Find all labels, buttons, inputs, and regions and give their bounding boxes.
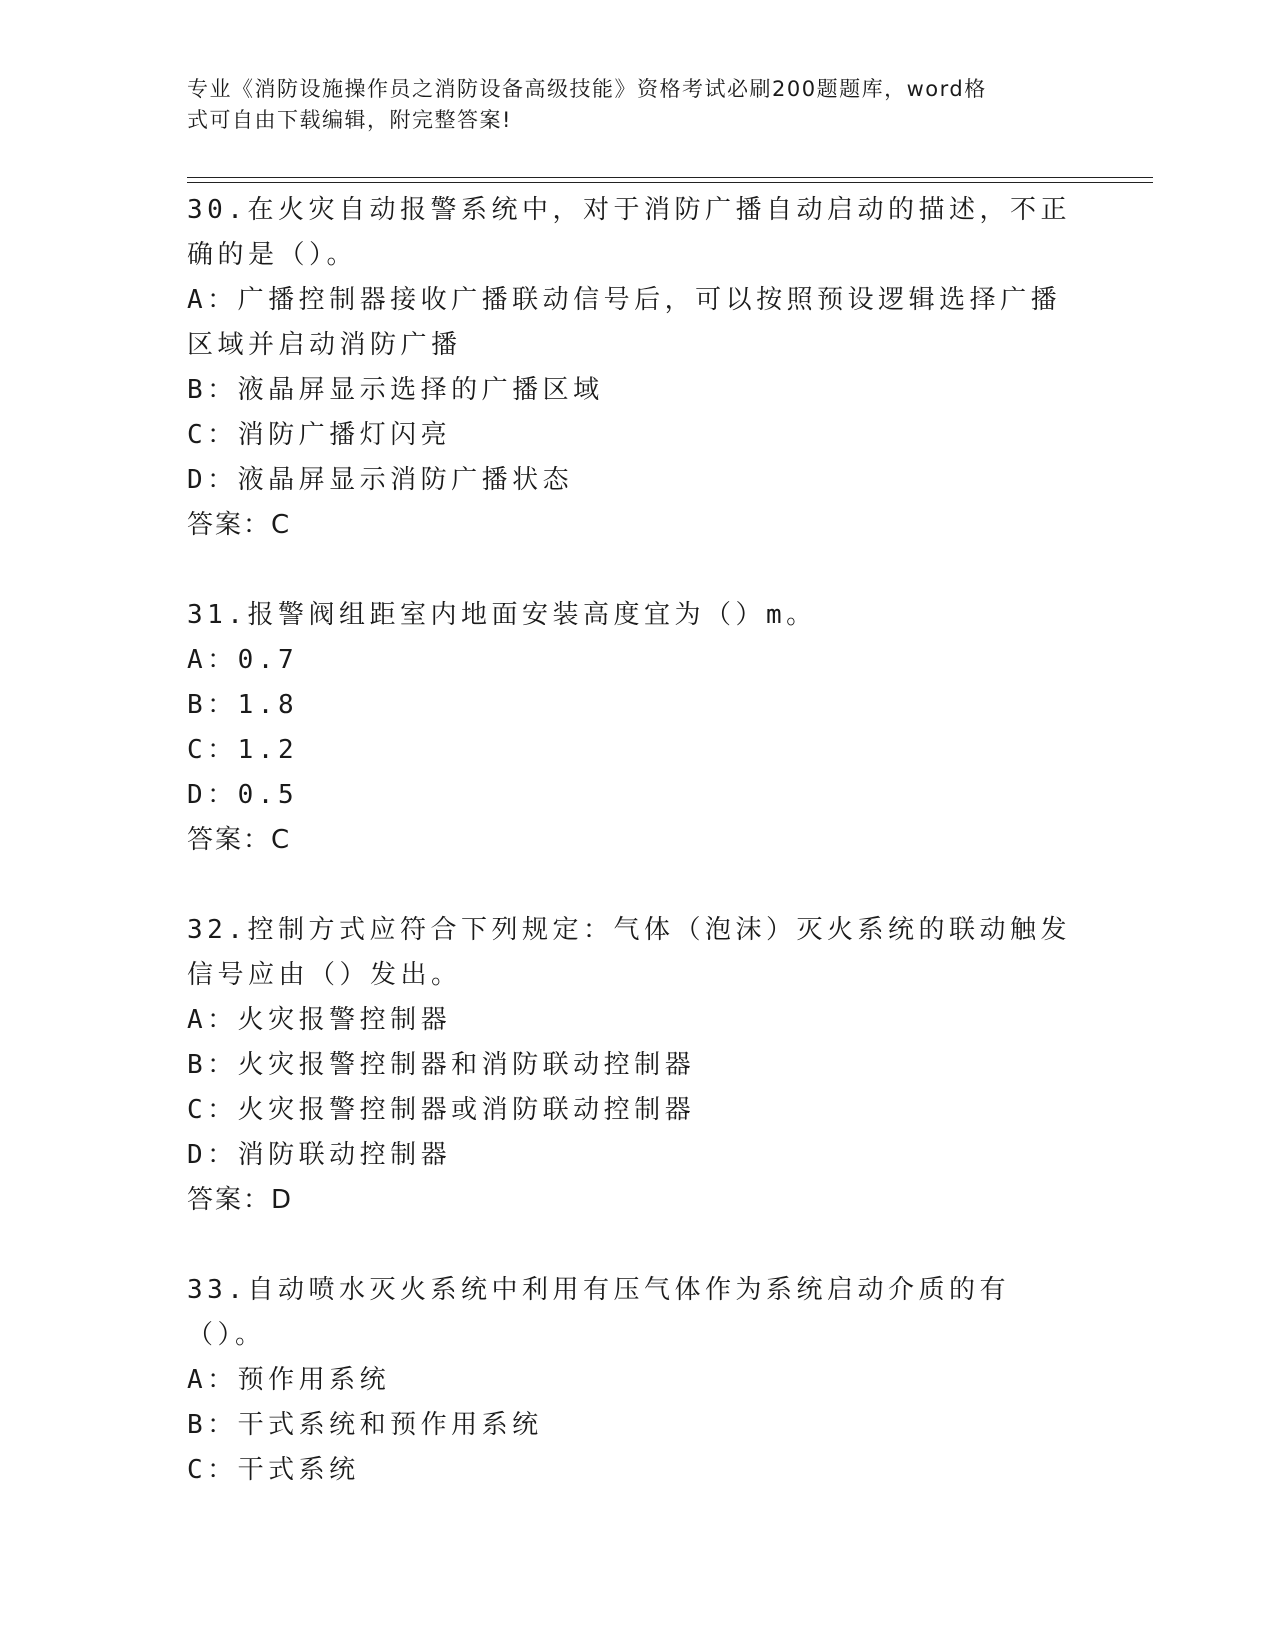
option-c: C：干式系统: [187, 1455, 360, 1485]
question-text: 31.报警阀组距室内地面安装高度宜为（）m。: [187, 600, 817, 630]
question-32: [187, 908, 1087, 1223]
option-d: D：0.5: [187, 780, 299, 810]
option-c: C：消防广播灯闪亮: [187, 420, 452, 450]
answer-line: 答案：D: [187, 1185, 294, 1215]
header-line-1: 专业《消防设施操作员之消防设备高级技能》资格考试必刷200题题库，word格: [187, 77, 987, 101]
question-text: 30.在火灾自动报警系统中，对于消防广播自动启动的描述，不正确的是（）。: [187, 195, 1071, 270]
question-33: [187, 1268, 1087, 1493]
question-31: [187, 593, 1087, 863]
option-b: B：火灾报警控制器和消防联动控制器: [187, 1050, 696, 1080]
option-c: C：火灾报警控制器或消防联动控制器: [187, 1095, 696, 1125]
answer-line: 答案：C: [187, 825, 292, 855]
option-c: C：1.2: [187, 735, 299, 765]
answer-line: 答案：C: [187, 510, 292, 540]
option-d: D：液晶屏显示消防广播状态: [187, 465, 574, 495]
option-a: A：广播控制器接收广播联动信号后，可以按照预设逻辑选择广播区域并启动消防广播: [187, 285, 1062, 360]
question-text: 33.自动喷水灭火系统中利用有压气体作为系统启动介质的有（）。: [187, 1275, 1010, 1350]
option-d: D：消防联动控制器: [187, 1140, 452, 1170]
header-divider-top: [187, 177, 1153, 178]
header-divider-bottom: [187, 182, 1153, 183]
header-line-2: 式可自由下载编辑，附完整答案!: [187, 108, 512, 132]
question-30: [187, 188, 1087, 548]
document-header: [187, 74, 1067, 136]
option-b: B：液晶屏显示选择的广播区域: [187, 375, 604, 405]
option-b: B：干式系统和预作用系统: [187, 1410, 543, 1440]
option-a: A：火灾报警控制器: [187, 1005, 452, 1035]
option-b: B：1.8: [187, 690, 299, 720]
option-a: A：预作用系统: [187, 1365, 391, 1395]
question-text: 32.控制方式应符合下列规定：气体（泡沫）灭火系统的联动触发信号应由（）发出。: [187, 915, 1071, 990]
question-list: [187, 188, 1087, 1538]
option-a: A：0.7: [187, 645, 299, 675]
